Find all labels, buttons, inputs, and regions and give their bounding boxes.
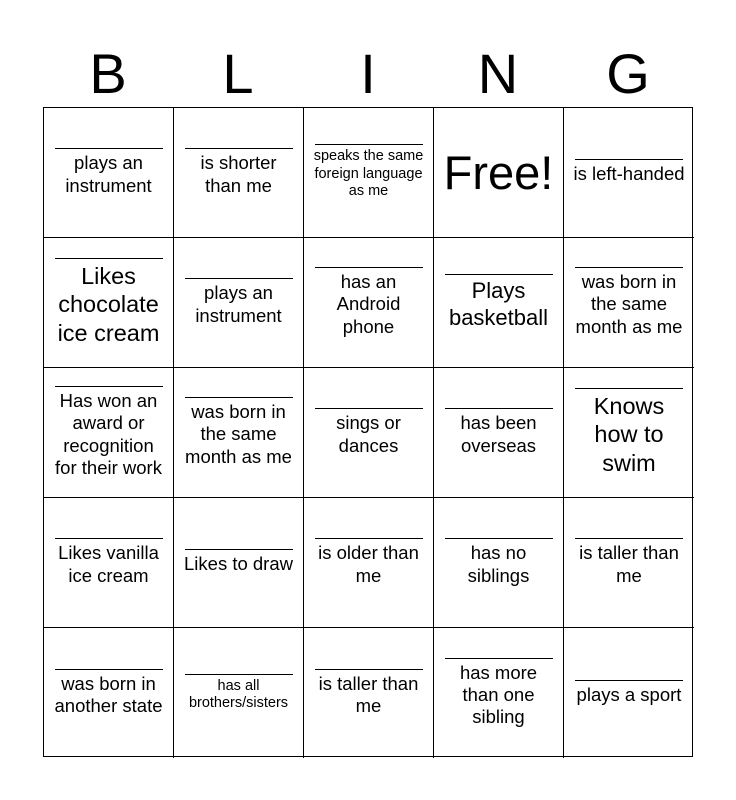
cell-prompt-text: has an Android phone xyxy=(336,271,401,337)
cell-prompt-text: has been overseas xyxy=(460,412,537,456)
name-blank-line xyxy=(315,538,423,539)
cell-prompt-text: has all brothers/sisters xyxy=(188,677,289,711)
header-letter-i: I xyxy=(360,42,376,105)
cell-prompt-text: Likes to draw xyxy=(184,553,293,575)
name-blank-line xyxy=(575,267,683,268)
header-letter-g: G xyxy=(606,42,650,105)
name-blank-line xyxy=(575,159,683,160)
bingo-cell[interactable] xyxy=(304,108,434,238)
name-blank-line xyxy=(55,669,163,670)
name-blank-line xyxy=(55,258,163,259)
bingo-cell[interactable] xyxy=(564,238,694,368)
cell-prompt-text: Plays basketball xyxy=(448,278,549,330)
cell-prompt-text: plays an instrument xyxy=(65,152,152,196)
header-letter-l: L xyxy=(222,42,254,105)
name-blank-line xyxy=(575,538,683,539)
bingo-cell[interactable] xyxy=(434,368,564,498)
cell-prompt-text: Likes chocolate ice cream xyxy=(57,263,160,346)
bingo-cell[interactable] xyxy=(174,498,304,628)
bingo-cell[interactable] xyxy=(304,628,434,758)
bingo-cell[interactable] xyxy=(174,238,304,368)
name-blank-line xyxy=(55,148,163,149)
name-blank-line xyxy=(315,267,423,268)
name-blank-line xyxy=(315,408,423,409)
bingo-cell[interactable] xyxy=(44,628,174,758)
name-blank-line xyxy=(55,538,163,539)
cell-prompt-text: is older than me xyxy=(318,542,419,586)
bingo-cell[interactable] xyxy=(564,108,694,238)
name-blank-line xyxy=(315,144,423,145)
bingo-cell[interactable] xyxy=(564,368,694,498)
cell-prompt-text: is taller than me xyxy=(579,542,679,586)
bingo-cell[interactable] xyxy=(304,238,434,368)
bingo-cell[interactable] xyxy=(44,368,174,498)
bingo-cell[interactable] xyxy=(434,238,564,368)
header-letter-n: N xyxy=(477,42,519,105)
name-blank-line xyxy=(575,388,683,389)
name-blank-line xyxy=(445,538,553,539)
name-blank-line xyxy=(445,408,553,409)
bingo-cell[interactable] xyxy=(304,498,434,628)
name-blank-line xyxy=(445,274,553,275)
cell-prompt-text: Has won an award or recognition for their work xyxy=(55,390,162,478)
bingo-cell[interactable] xyxy=(434,628,564,758)
bingo-cell[interactable] xyxy=(174,108,304,238)
name-blank-line xyxy=(55,386,163,387)
bingo-header xyxy=(43,40,693,108)
cell-prompt-text: is left-handed xyxy=(573,163,685,185)
name-blank-line xyxy=(185,674,293,675)
cell-prompt-text: Likes vanilla ice cream xyxy=(58,542,159,586)
name-blank-line xyxy=(445,658,553,659)
name-blank-line xyxy=(185,278,293,279)
cell-prompt-text: was born in another state xyxy=(54,672,163,716)
free-space-label: Free! xyxy=(443,146,554,199)
cell-prompt-text: plays an instrument xyxy=(195,282,282,326)
bingo-cell[interactable] xyxy=(304,368,434,498)
cell-prompt-text: is taller than me xyxy=(318,672,419,716)
bingo-cell[interactable] xyxy=(564,498,694,628)
name-blank-line xyxy=(575,680,683,681)
name-blank-line xyxy=(315,669,423,670)
bingo-cell[interactable] xyxy=(564,628,694,758)
bingo-cell[interactable] xyxy=(44,238,174,368)
bingo-cell[interactable] xyxy=(434,498,564,628)
header-letter-b: B xyxy=(89,42,127,105)
name-blank-line xyxy=(185,549,293,550)
cell-prompt-text: has more than one sibling xyxy=(459,661,538,728)
name-blank-line xyxy=(185,397,293,398)
cell-prompt-text: is shorter than me xyxy=(200,152,277,196)
cell-prompt-text: plays a sport xyxy=(576,683,682,705)
bingo-cell[interactable] xyxy=(44,498,174,628)
bingo-cell[interactable] xyxy=(44,108,174,238)
bingo-cell[interactable] xyxy=(174,368,304,498)
bingo-board xyxy=(43,107,693,757)
free-space-cell[interactable] xyxy=(434,108,564,238)
cell-prompt-text: sings or dances xyxy=(336,412,401,456)
cell-prompt-text: was born in the same month as me xyxy=(575,271,683,337)
cell-prompt-text: was born in the same month as me xyxy=(185,401,292,467)
cell-prompt-text: speaks the same foreign language as me xyxy=(313,148,424,200)
cell-prompt-text: Knows how to swim xyxy=(593,393,665,476)
cell-prompt-text: has no siblings xyxy=(467,542,530,586)
name-blank-line xyxy=(185,148,293,149)
bingo-cell[interactable] xyxy=(174,628,304,758)
